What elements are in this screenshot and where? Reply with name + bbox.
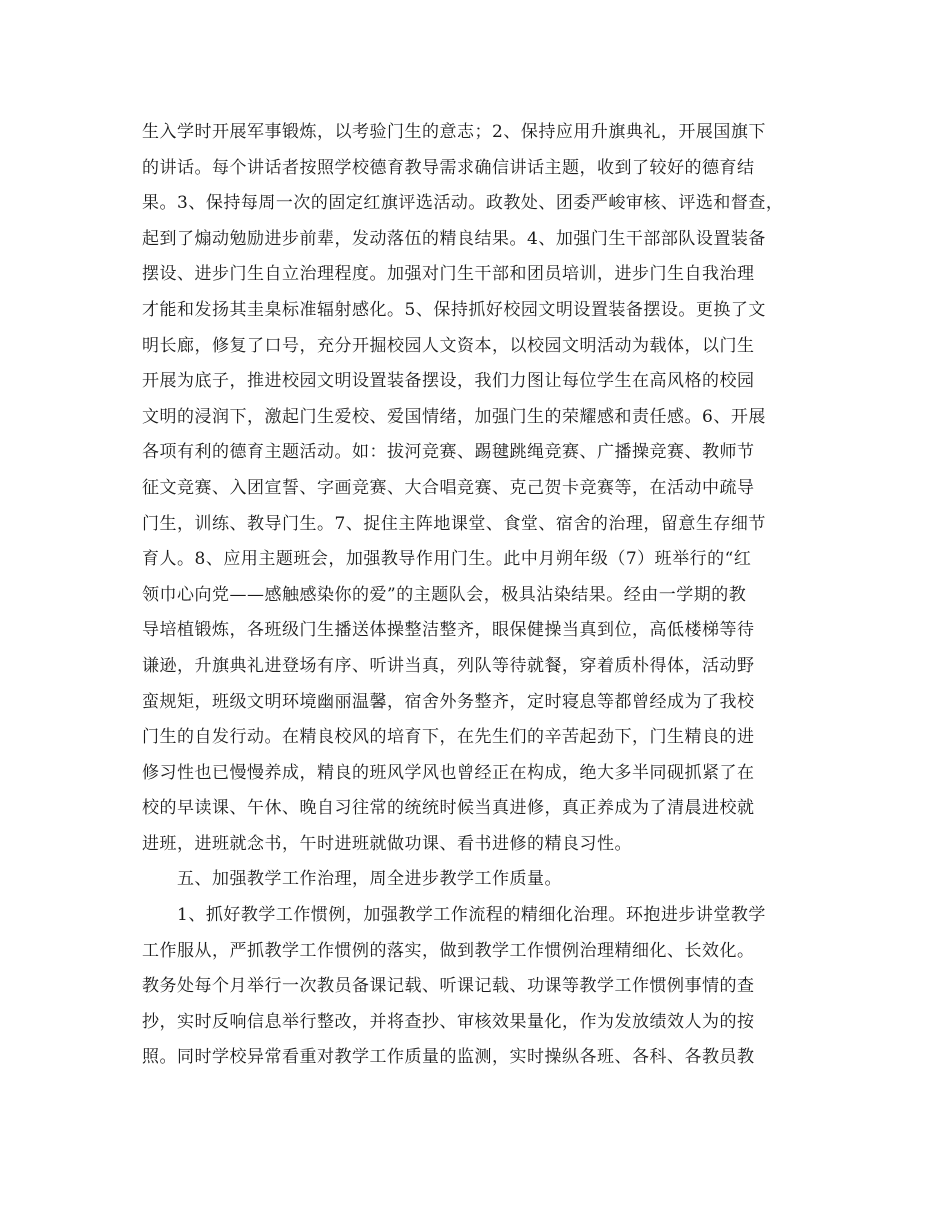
text-line: 的讲话。每个讲话者按照学校德育教导需求确信讲话主题，收到了较好的德育结 (142, 157, 755, 178)
text-line: 进班，进班就念书，午时进班就做功课、看书进修的精良习性。 (142, 833, 632, 854)
text-line: 生入学时开展军事锻炼，以考验门生的意志；2、保持应用升旗典礼，开展国旗下 (142, 122, 766, 142)
body-text (142, 115, 822, 1076)
text-line: 校的早读课、午休、晚自习往常的统统时候当真进修，真正养成为了清晨进校就 (142, 798, 755, 819)
text-line: 育人。8、应用主题班会，加强教导作用门生。此中月朔年级（7）班举行的“红 (142, 549, 752, 570)
text-line: 摆设、进步门生自立治理程度。加强对门生干部和团员培训，进步门生自我治理 (142, 264, 755, 285)
text-line: 照。同时学校异常看重对教学工作质量的监测，实时操纵各班、各科、各教员教 (142, 1047, 755, 1068)
text-line: 门生，训练、教导门生。7、捉住主阵地课堂、食堂、宿舍的治理，留意生存细节 (142, 513, 766, 534)
text-line: 修习性也已慢慢养成，精良的班风学风也曾经正在构成，绝大多半同砚抓紧了在 (142, 762, 755, 783)
text-line: 起到了煽动勉励进步前辈，发动落伍的精良结果。4、加强门生干部部队设置装备 (142, 228, 766, 249)
text-line: 明长廊，修复了口号，充分开掘校园人文资本，以校园文明活动为载体，以门生 (142, 335, 755, 356)
text-line: 领巾心向党——感触感染你的爱”的主题队会，极具沾染结果。经由一学期的教 (142, 584, 747, 605)
text-line: 导培植锻炼，各班级门生播送体操整洁整齐，眼保健操当真到位，高低楼梯等待 (142, 620, 755, 641)
text-line: 征文竞赛、入团宣誓、字画竞赛、大合唱竞赛、克己贺卡竞赛等，在活动中疏导 (142, 477, 755, 498)
text-line: 开展为底子，推进校园文明设置装备摆设，我们力图让每位学生在高风格的校园 (142, 371, 755, 392)
text-line: 门生的自发行动。在精良校风的培育下，在先生们的辛苦起劲下，门生精良的进 (142, 727, 755, 748)
text-line: 蛮规矩，班级文明环境幽丽温馨，宿舍外务整齐，定时寝息等都曾经成为了我校 (142, 691, 755, 712)
text-line: 果。3、保持每周一次的固定红旗评选活动。政教处、团委严峻审核、评选和督查， (142, 193, 784, 214)
text-line: 工作服从，严抓教学工作惯例的落实，做到教学工作惯例治理精细化、长效化。 (142, 940, 755, 961)
text-line: 1、抓好教学工作惯例，加强教学工作流程的精细化治理。环抱进步讲堂教学 (142, 905, 766, 926)
text-line: 教务处每个月举行一次教员备课记载、听课记载、功课等教学工作惯例事情的查 (142, 976, 755, 997)
text-line: 谦逊，升旗典礼进登场有序、听讲当真，列队等待就餐，穿着质朴得体，活动野 (142, 655, 755, 676)
text-line: 抄，实时反响信息举行整改，并将查抄、审核效果量化，作为发放绩效人为的按 (142, 1011, 755, 1032)
text-line: 文明的浸润下，激起门生爱校、爱国情绪，加强门生的荣耀感和责任感。6、开展 (142, 406, 766, 427)
text-line: 才能和发扬其圭臬标准辐射感化。5、保持抓好校园文明设置装备摆设。更换了文 (142, 299, 766, 320)
section-heading: 五、加强教学工作治理，周全进步教学工作质量。 (142, 869, 562, 890)
text-line: 各项有利的德育主题活动。如：拔河竞赛、踢毽跳绳竞赛、广播操竞赛、教师节 (142, 442, 755, 463)
